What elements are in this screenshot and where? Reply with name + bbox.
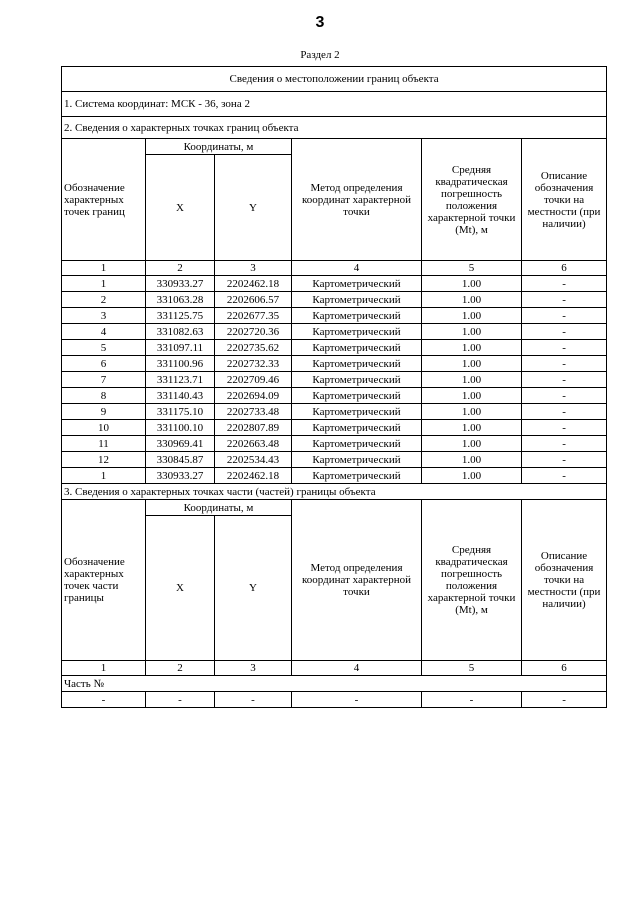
accuracy-value: 1.00 xyxy=(422,292,522,308)
point-number: 3 xyxy=(62,308,146,324)
column-number: 1 xyxy=(62,261,146,276)
method-value: Картометрический xyxy=(292,340,422,356)
y-value: 2202606.57 xyxy=(215,292,292,308)
point-number: 8 xyxy=(62,388,146,404)
part-number-label: Часть № xyxy=(62,676,607,692)
column-number: 4 xyxy=(292,261,422,276)
table-row xyxy=(62,340,607,356)
description-value: - xyxy=(522,372,607,388)
x-value: 331082.63 xyxy=(146,324,215,340)
accuracy-value: 1.00 xyxy=(422,420,522,436)
table-row xyxy=(62,436,607,452)
x-label: X xyxy=(146,155,215,261)
column-number: 6 xyxy=(522,261,607,276)
table-row xyxy=(62,372,607,388)
column-number: 4 xyxy=(292,661,422,676)
page-number: 3 xyxy=(315,14,325,31)
y-value: 2202694.09 xyxy=(215,388,292,404)
description-value: - xyxy=(522,468,607,484)
description-value: - xyxy=(522,356,607,372)
boundary-table xyxy=(61,66,607,708)
part-points-label-line: Обозначение xyxy=(64,556,125,568)
description-value: - xyxy=(522,388,607,404)
column-number: 3 xyxy=(215,261,292,276)
points-label: Обозначение характерных точек границ xyxy=(62,139,146,261)
accuracy-value: 1.00 xyxy=(422,436,522,452)
table-row xyxy=(62,388,607,404)
accuracy-value: 1.00 xyxy=(422,452,522,468)
accuracy-value: 1.00 xyxy=(422,340,522,356)
y-value: 2202807.89 xyxy=(215,420,292,436)
part-points-label-line: границы xyxy=(64,592,104,604)
table-row xyxy=(62,276,607,292)
y-value: 2202709.46 xyxy=(215,372,292,388)
x-value: 331125.75 xyxy=(146,308,215,324)
y-value: 2202732.33 xyxy=(215,356,292,372)
accuracy-value: 1.00 xyxy=(422,356,522,372)
table-row xyxy=(62,292,607,308)
point-number: 1 xyxy=(62,468,146,484)
method-value: Картометрический xyxy=(292,308,422,324)
part-empty-row xyxy=(62,692,607,708)
part-points-label xyxy=(62,500,146,661)
method-value: Картометрический xyxy=(292,292,422,308)
column-number: 5 xyxy=(422,261,522,276)
table-row xyxy=(62,420,607,436)
method-value: Картометрический xyxy=(292,452,422,468)
method-value: Картометрический xyxy=(292,372,422,388)
column-number: 2 xyxy=(146,661,215,676)
point-number: 5 xyxy=(62,340,146,356)
description-value: - xyxy=(522,452,607,468)
column-number: 3 xyxy=(215,661,292,676)
accuracy-value: 1.00 xyxy=(422,276,522,292)
part-description-label: Описание обозначения точки на местности (при наличии) xyxy=(522,500,607,661)
description-value: - xyxy=(522,420,607,436)
column-numbers-row xyxy=(62,261,607,276)
description-value: - xyxy=(522,340,607,356)
x-value: 331140.43 xyxy=(146,388,215,404)
y-value: 2202735.62 xyxy=(215,340,292,356)
description-label: Описание обозначения точки на местности (при наличии) xyxy=(522,139,607,261)
y-label: Y xyxy=(215,155,292,261)
column-number: 6 xyxy=(522,661,607,676)
accuracy-label: Средняя квадратическая погрешность положения характерной точки (Mt), м xyxy=(422,139,522,261)
point-number: 10 xyxy=(62,420,146,436)
point-number: 1 xyxy=(62,276,146,292)
table-row xyxy=(62,356,607,372)
point-rows xyxy=(62,276,607,484)
empty-cell: - xyxy=(522,692,607,708)
y-value: 2202720.36 xyxy=(215,324,292,340)
point-number: 12 xyxy=(62,452,146,468)
part-points-label-line: точек части xyxy=(64,580,119,592)
x-value: 331063.28 xyxy=(146,292,215,308)
y-value: 2202663.48 xyxy=(215,436,292,452)
table-row xyxy=(62,324,607,340)
part-points-label-line: характерных xyxy=(64,568,124,580)
section2-heading: 2. Сведения о характерных точках границ объекта xyxy=(62,117,607,139)
point-number: 6 xyxy=(62,356,146,372)
method-label: Метод определения координат характерной точки xyxy=(292,139,422,261)
accuracy-value: 1.00 xyxy=(422,388,522,404)
table-title: Сведения о местоположении границ объекта xyxy=(62,67,607,92)
accuracy-value: 1.00 xyxy=(422,404,522,420)
y-value: 2202534.43 xyxy=(215,452,292,468)
accuracy-value: 1.00 xyxy=(422,468,522,484)
x-value: 331097.11 xyxy=(146,340,215,356)
part-column-numbers-row xyxy=(62,661,607,676)
column-number: 1 xyxy=(62,661,146,676)
description-value: - xyxy=(522,276,607,292)
method-value: Картометрический xyxy=(292,468,422,484)
coords-label: Координаты, м xyxy=(146,139,292,155)
point-number: 9 xyxy=(62,404,146,420)
part-y-label: Y xyxy=(215,516,292,661)
section3-heading: 3. Сведения о характерных точках части (частей) границы объекта xyxy=(62,484,607,500)
table-row xyxy=(62,452,607,468)
description-value: - xyxy=(522,436,607,452)
column-number: 5 xyxy=(422,661,522,676)
point-number: 7 xyxy=(62,372,146,388)
x-value: 331175.10 xyxy=(146,404,215,420)
x-value: 331100.10 xyxy=(146,420,215,436)
x-value: 331123.71 xyxy=(146,372,215,388)
description-value: - xyxy=(522,324,607,340)
empty-cell: - xyxy=(146,692,215,708)
coord-system: 1. Система координат: МСК - 36, зона 2 xyxy=(62,92,607,117)
empty-cell: - xyxy=(62,692,146,708)
part-coords-label: Координаты, м xyxy=(146,500,292,516)
method-value: Картометрический xyxy=(292,388,422,404)
y-value: 2202462.18 xyxy=(215,468,292,484)
accuracy-value: 1.00 xyxy=(422,308,522,324)
y-value: 2202462.18 xyxy=(215,276,292,292)
y-value: 2202677.35 xyxy=(215,308,292,324)
part-method-label: Метод определения координат характерной точки xyxy=(292,500,422,661)
method-value: Картометрический xyxy=(292,356,422,372)
y-value: 2202733.48 xyxy=(215,404,292,420)
method-value: Картометрический xyxy=(292,404,422,420)
point-number: 4 xyxy=(62,324,146,340)
description-value: - xyxy=(522,292,607,308)
accuracy-value: 1.00 xyxy=(422,324,522,340)
description-value: - xyxy=(522,308,607,324)
description-value: - xyxy=(522,404,607,420)
empty-cell: - xyxy=(292,692,422,708)
x-value: 330933.27 xyxy=(146,276,215,292)
part-x-label: X xyxy=(146,516,215,661)
method-value: Картометрический xyxy=(292,276,422,292)
point-number: 2 xyxy=(62,292,146,308)
x-value: 331100.96 xyxy=(146,356,215,372)
point-number: 11 xyxy=(62,436,146,452)
empty-cell: - xyxy=(422,692,522,708)
table-row xyxy=(62,404,607,420)
part-accuracy-label: Средняя квадратическая погрешность положения характерной точки (Mt), м xyxy=(422,500,522,661)
method-value: Картометрический xyxy=(292,324,422,340)
accuracy-value: 1.00 xyxy=(422,372,522,388)
x-value: 330933.27 xyxy=(146,468,215,484)
method-value: Картометрический xyxy=(292,436,422,452)
table-row xyxy=(62,308,607,324)
x-value: 330969.41 xyxy=(146,436,215,452)
section-label: Раздел 2 xyxy=(300,49,340,61)
x-value: 330845.87 xyxy=(146,452,215,468)
method-value: Картометрический xyxy=(292,420,422,436)
empty-cell: - xyxy=(215,692,292,708)
column-number: 2 xyxy=(146,261,215,276)
table-row xyxy=(62,468,607,484)
